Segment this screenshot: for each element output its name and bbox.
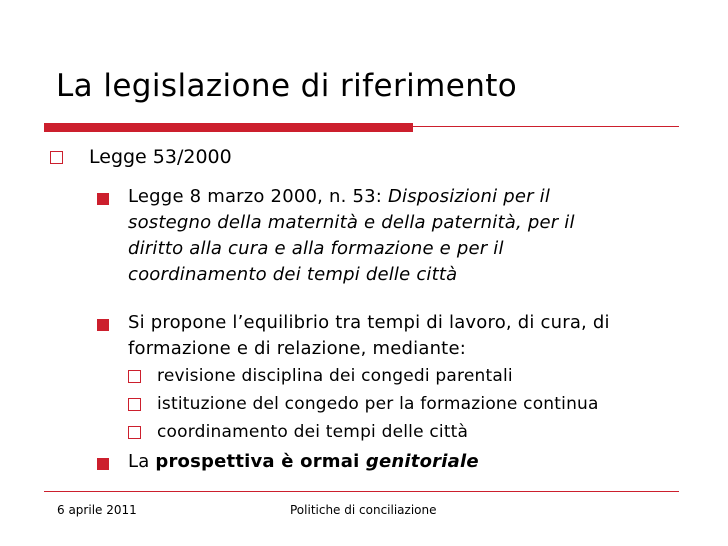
level1-label: Legge 53/2000 xyxy=(89,146,232,168)
item1-line1 xyxy=(128,186,550,207)
item2-line2: formazione e di relazione, mediante: xyxy=(128,338,466,359)
item1-line2: sostegno della maternità e della paternità, per il xyxy=(128,212,575,233)
footer-title: Politiche di conciliazione xyxy=(290,503,437,517)
item3-bold-italic: genitoriale xyxy=(365,451,479,472)
subitem-2: istituzione del congedo per la formazione continua xyxy=(157,394,599,414)
footer-date: 6 aprile 2011 xyxy=(57,503,137,517)
title-underline-thin xyxy=(413,126,679,127)
item2-line1: Si propone l’equilibrio tra tempi di lavoro, di cura, di xyxy=(128,312,610,333)
item1-line3: diritto alla cura e alla formazione e per il xyxy=(128,238,504,259)
hollow-square-bullet-icon xyxy=(128,398,141,411)
item3-prefix: La xyxy=(128,451,156,472)
item1-line4: coordinamento dei tempi delle città xyxy=(128,264,458,285)
subitem-3: coordinamento dei tempi delle città xyxy=(157,422,469,442)
filled-square-bullet-icon xyxy=(97,319,109,331)
item1-italic-title: Disposizioni per il xyxy=(387,186,551,207)
item1-prefix: Legge 8 marzo 2000, n. 53: xyxy=(128,186,388,207)
hollow-square-bullet-icon xyxy=(128,426,141,439)
item3-bold: prospettiva è ormai xyxy=(155,451,366,472)
footer-divider xyxy=(44,491,679,492)
slide-title: La legislazione di riferimento xyxy=(56,68,518,104)
filled-square-bullet-icon xyxy=(97,193,109,205)
filled-square-bullet-icon xyxy=(97,458,109,470)
subitem-1: revisione disciplina dei congedi parentali xyxy=(157,366,513,386)
title-underline-thick xyxy=(44,123,413,132)
hollow-square-bullet-icon xyxy=(128,370,141,383)
item3-line xyxy=(128,451,479,472)
hollow-square-bullet-icon xyxy=(50,151,63,164)
